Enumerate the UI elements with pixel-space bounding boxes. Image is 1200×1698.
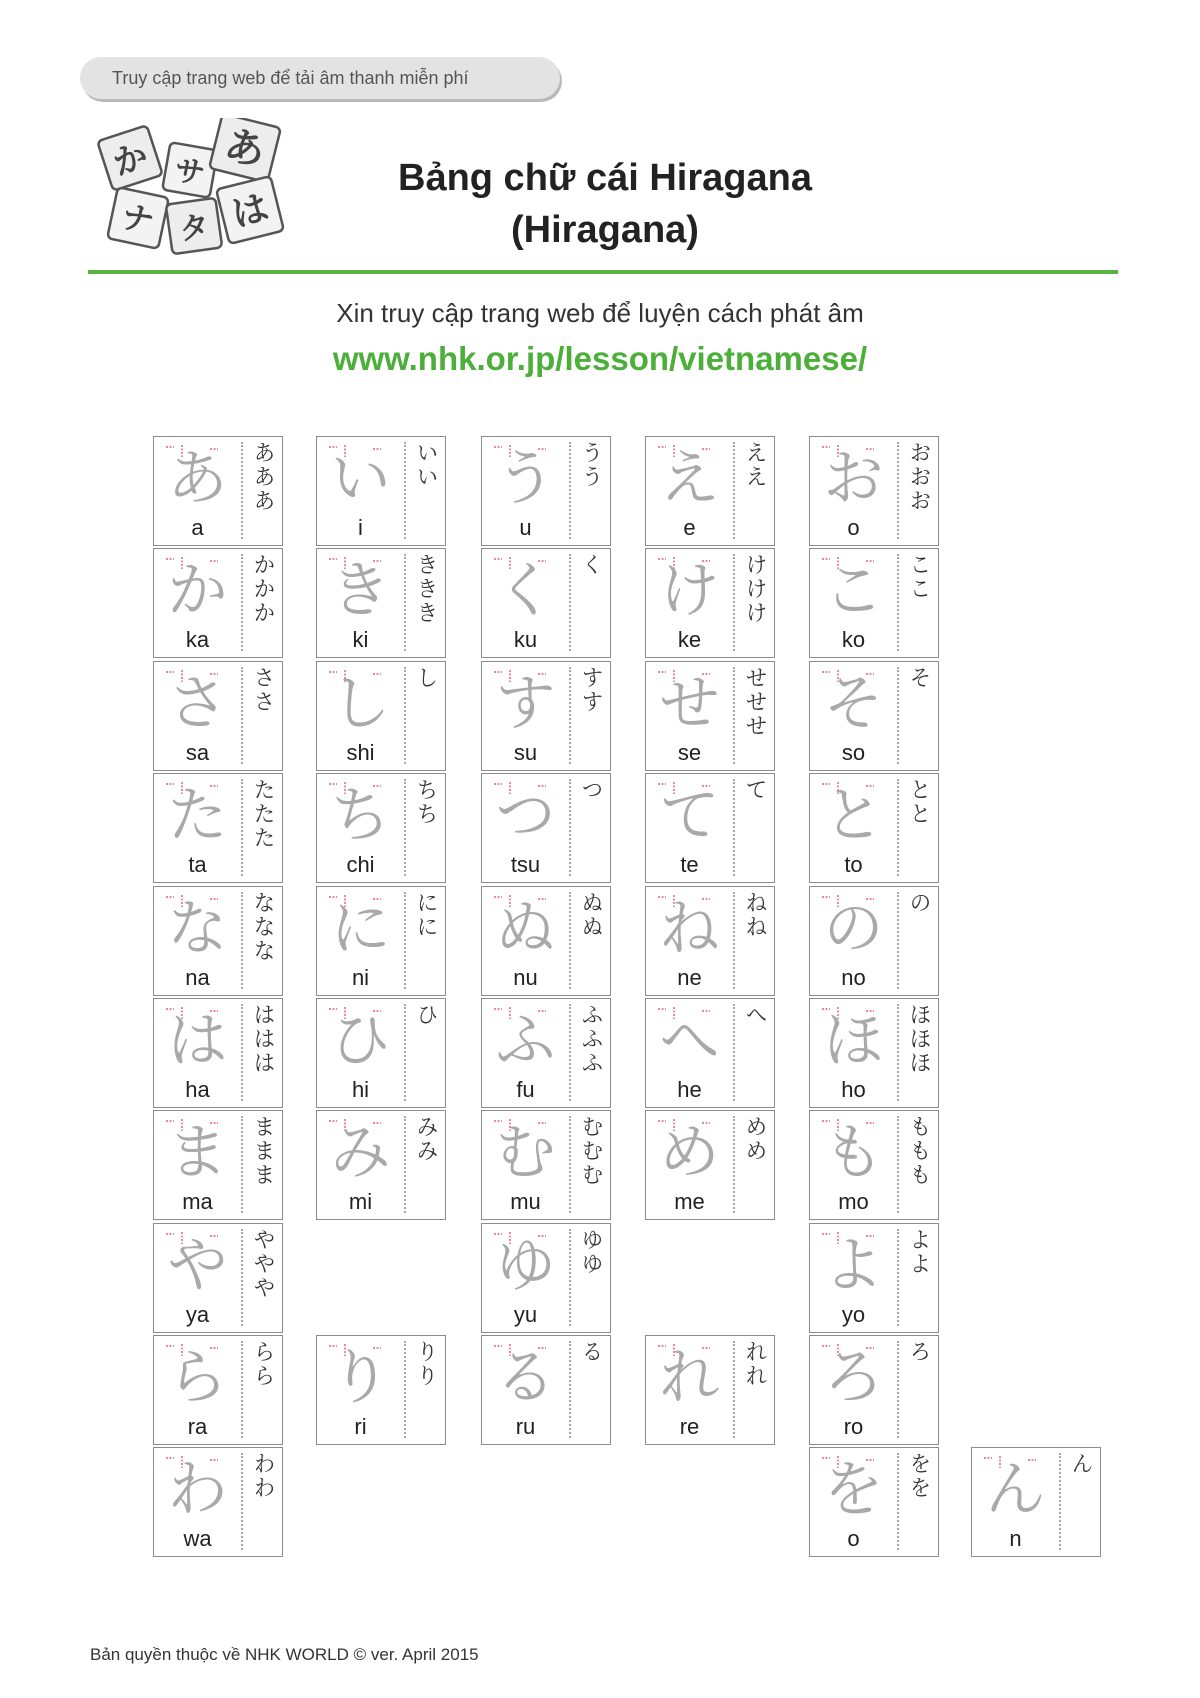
dotted-divider bbox=[733, 667, 735, 764]
kana-card bbox=[481, 998, 611, 1108]
romaji-label: ke bbox=[677, 627, 702, 652]
kana-main-area bbox=[482, 1224, 569, 1331]
romaji-label: ho bbox=[841, 1077, 866, 1102]
kana-main-area bbox=[154, 999, 241, 1106]
kana-main-area bbox=[317, 887, 404, 994]
practice-writing: そ bbox=[906, 666, 931, 690]
kana-card bbox=[316, 1335, 446, 1445]
dotted-divider bbox=[897, 554, 899, 651]
dotted-divider bbox=[569, 667, 571, 764]
romaji-label: ka bbox=[185, 627, 210, 652]
practice-writing: く bbox=[578, 553, 603, 577]
practice-writing: せせせ bbox=[742, 666, 767, 738]
kana-character: せ bbox=[659, 669, 720, 739]
kana-main-area bbox=[154, 887, 241, 994]
kana-main-area bbox=[482, 1111, 569, 1218]
dotted-divider bbox=[733, 892, 735, 989]
practice-writing: ゆゆ bbox=[578, 1228, 603, 1276]
romaji-label: chi bbox=[346, 852, 375, 877]
romaji-label: so bbox=[841, 740, 866, 765]
practice-writing: ははは bbox=[250, 1003, 275, 1075]
dotted-divider bbox=[897, 1453, 899, 1550]
kana-card bbox=[153, 773, 283, 883]
dotted-divider bbox=[404, 779, 406, 876]
kana-main-area bbox=[810, 437, 897, 544]
kana-card bbox=[481, 773, 611, 883]
dotted-divider bbox=[241, 554, 243, 651]
kana-main-area bbox=[317, 1336, 404, 1443]
romaji-label: o bbox=[847, 515, 860, 540]
kana-character: そ bbox=[823, 669, 884, 739]
logo-tile-6: は bbox=[227, 187, 273, 236]
kana-card bbox=[316, 548, 446, 658]
kana-main-area bbox=[154, 437, 241, 544]
dotted-divider bbox=[241, 779, 243, 876]
kana-card bbox=[481, 1110, 611, 1220]
kana-character: れ bbox=[659, 1343, 720, 1413]
kana-card bbox=[971, 1447, 1101, 1557]
practice-instruction: Xin truy cập trang web để luyện cách phát âm bbox=[336, 298, 864, 328]
lesson-link[interactable]: www.nhk.or.jp/lesson/vietnamese/ bbox=[332, 340, 868, 377]
logo-tile-3: あ bbox=[219, 121, 270, 177]
practice-writing: ききき bbox=[413, 553, 438, 625]
dotted-divider bbox=[404, 1341, 406, 1438]
dotted-divider bbox=[241, 1453, 243, 1550]
dotted-divider bbox=[897, 1341, 899, 1438]
practice-writing: ろ bbox=[906, 1340, 931, 1364]
dotted-divider bbox=[404, 667, 406, 764]
kana-character: か bbox=[167, 556, 228, 626]
practice-writing: あああ bbox=[250, 441, 275, 513]
kana-character: へ bbox=[659, 1006, 720, 1076]
kana-card bbox=[645, 436, 775, 546]
kana-character: ま bbox=[167, 1118, 228, 1188]
kana-character: す bbox=[495, 669, 556, 739]
practice-writing: すす bbox=[578, 666, 603, 714]
practice-writing: おおお bbox=[906, 441, 931, 513]
kana-main-area bbox=[154, 1224, 241, 1331]
practice-writing: めめ bbox=[742, 1115, 767, 1163]
kana-character: ち bbox=[330, 781, 391, 851]
logo-tile-5: タ bbox=[177, 209, 212, 248]
kana-card bbox=[153, 661, 283, 771]
kana-main-area bbox=[810, 1336, 897, 1443]
kana-character: し bbox=[330, 669, 391, 739]
kana-main-area bbox=[154, 1111, 241, 1218]
practice-writing: し bbox=[413, 666, 438, 690]
dotted-divider bbox=[241, 1229, 243, 1326]
kana-card bbox=[481, 1335, 611, 1445]
dotted-divider bbox=[897, 1116, 899, 1213]
kana-main-area bbox=[646, 1336, 733, 1443]
practice-writing: ん bbox=[1068, 1452, 1093, 1476]
dotted-divider bbox=[733, 442, 735, 539]
practice-writing: ひ bbox=[413, 1003, 438, 1027]
kana-card bbox=[481, 1223, 611, 1333]
dotted-divider bbox=[241, 1004, 243, 1101]
kana-card bbox=[153, 998, 283, 1108]
dotted-divider bbox=[241, 442, 243, 539]
kana-main-area bbox=[482, 999, 569, 1106]
practice-writing: うう bbox=[578, 441, 603, 489]
romaji-label: sa bbox=[185, 740, 210, 765]
kana-card bbox=[316, 998, 446, 1108]
dotted-divider bbox=[569, 1341, 571, 1438]
practice-writing: みみ bbox=[413, 1115, 438, 1163]
practice-writing: ここ bbox=[906, 553, 931, 601]
kana-main-area bbox=[810, 1224, 897, 1331]
kana-character: う bbox=[495, 444, 556, 514]
dotted-divider bbox=[733, 1341, 735, 1438]
kana-card bbox=[153, 1447, 283, 1557]
kana-card bbox=[481, 661, 611, 771]
kana-character: く bbox=[495, 556, 556, 626]
dotted-divider bbox=[569, 892, 571, 989]
kana-card bbox=[316, 436, 446, 546]
kana-main-area bbox=[810, 887, 897, 994]
kana-card bbox=[645, 886, 775, 996]
practice-writing: けけけ bbox=[742, 553, 767, 625]
dotted-divider bbox=[897, 1004, 899, 1101]
kana-card bbox=[153, 886, 283, 996]
romaji-label: mi bbox=[348, 1189, 373, 1214]
dotted-divider bbox=[241, 667, 243, 764]
kana-main-area bbox=[317, 774, 404, 881]
romaji-label: ru bbox=[515, 1414, 536, 1439]
logo-tile-2: サ bbox=[171, 152, 208, 193]
kana-card bbox=[809, 773, 939, 883]
kana-character: わ bbox=[167, 1455, 228, 1525]
romaji-label: ne bbox=[677, 965, 702, 990]
kana-character: さ bbox=[167, 669, 228, 739]
romaji-label: ku bbox=[513, 627, 538, 652]
kana-card bbox=[316, 661, 446, 771]
dotted-divider bbox=[897, 779, 899, 876]
kana-main-area bbox=[154, 1336, 241, 1443]
kana-character: の bbox=[823, 894, 884, 964]
romaji-label: yo bbox=[841, 1302, 866, 1327]
title-line-2: (Hiragana) bbox=[511, 209, 699, 251]
kana-main-area bbox=[646, 549, 733, 656]
practice-writing: にに bbox=[413, 891, 438, 939]
kana-card bbox=[809, 436, 939, 546]
kana-character: ふ bbox=[495, 1006, 556, 1076]
kana-character: み bbox=[330, 1118, 391, 1188]
practice-writing: かかか bbox=[250, 553, 275, 625]
dotted-divider bbox=[569, 1116, 571, 1213]
kana-card bbox=[316, 773, 446, 883]
kana-card bbox=[153, 436, 283, 546]
copyright-note: Bản quyền thuộc về NHK WORLD © ver. April 2015 bbox=[90, 1645, 479, 1664]
kana-card bbox=[316, 886, 446, 996]
dotted-divider bbox=[897, 1229, 899, 1326]
kana-tiles-logo bbox=[90, 118, 290, 258]
dotted-divider bbox=[569, 442, 571, 539]
kana-main-area bbox=[154, 774, 241, 881]
kana-card bbox=[809, 886, 939, 996]
practice-writing: よよ bbox=[906, 1228, 931, 1276]
kana-card bbox=[809, 1335, 939, 1445]
dotted-divider bbox=[733, 1116, 735, 1213]
kana-main-area bbox=[482, 774, 569, 881]
kana-card bbox=[481, 548, 611, 658]
practice-writing: れれ bbox=[742, 1340, 767, 1388]
practice-writing: ねね bbox=[742, 891, 767, 939]
romaji-label: tsu bbox=[510, 852, 541, 877]
practice-writing: ふふふ bbox=[578, 1003, 603, 1075]
kana-character: ろ bbox=[823, 1343, 884, 1413]
practice-writing: ええ bbox=[742, 441, 767, 489]
romaji-label: hi bbox=[351, 1077, 370, 1102]
kana-character: む bbox=[495, 1118, 556, 1188]
kana-card bbox=[153, 1110, 283, 1220]
kana-main-area bbox=[972, 1448, 1059, 1555]
kana-main-area bbox=[646, 437, 733, 544]
kana-card bbox=[645, 998, 775, 1108]
kana-character: え bbox=[659, 444, 720, 514]
dotted-divider bbox=[1059, 1453, 1061, 1550]
kana-card bbox=[153, 1223, 283, 1333]
logo-tile-1: か bbox=[108, 135, 153, 185]
dotted-divider bbox=[569, 1229, 571, 1326]
romaji-label: nu bbox=[513, 965, 538, 990]
dotted-divider bbox=[404, 554, 406, 651]
kana-character: ら bbox=[167, 1343, 228, 1413]
kana-card bbox=[809, 998, 939, 1108]
kana-character: あ bbox=[167, 444, 228, 514]
romaji-label: yu bbox=[513, 1302, 538, 1327]
kana-character: ん bbox=[985, 1455, 1046, 1525]
kana-character: た bbox=[167, 781, 228, 851]
dotted-divider bbox=[241, 1341, 243, 1438]
romaji-label: me bbox=[674, 1189, 705, 1214]
kana-character: と bbox=[823, 781, 884, 851]
kana-card bbox=[809, 1447, 939, 1557]
kana-card bbox=[153, 1335, 283, 1445]
kana-card bbox=[153, 548, 283, 658]
romaji-label: te bbox=[680, 852, 699, 877]
title-divider bbox=[88, 270, 1118, 274]
dotted-divider bbox=[897, 667, 899, 764]
practice-writing: へ bbox=[742, 1003, 767, 1027]
romaji-label: u bbox=[519, 515, 532, 540]
kana-character: は bbox=[167, 1006, 228, 1076]
romaji-label: na bbox=[185, 965, 210, 990]
practice-writing: いい bbox=[413, 441, 438, 489]
dotted-divider bbox=[241, 1116, 243, 1213]
kana-card bbox=[645, 1335, 775, 1445]
romaji-label: no bbox=[841, 965, 866, 990]
practice-writing: て bbox=[742, 778, 767, 802]
kana-character: よ bbox=[823, 1231, 884, 1301]
kana-character: て bbox=[659, 781, 720, 851]
kana-main-area bbox=[646, 662, 733, 769]
romaji-label: fu bbox=[516, 1077, 535, 1102]
kana-main-area bbox=[154, 662, 241, 769]
kana-character: め bbox=[659, 1118, 720, 1188]
romaji-label: e bbox=[683, 515, 696, 540]
logo-tile-4: ナ bbox=[118, 197, 158, 241]
dotted-divider bbox=[733, 779, 735, 876]
kana-card bbox=[645, 1110, 775, 1220]
kana-main-area bbox=[810, 774, 897, 881]
dotted-divider bbox=[404, 892, 406, 989]
practice-writing: ななな bbox=[250, 891, 275, 963]
kana-character: や bbox=[167, 1231, 228, 1301]
kana-main-area bbox=[646, 774, 733, 881]
kana-card bbox=[809, 1110, 939, 1220]
kana-character: り bbox=[330, 1343, 391, 1413]
romaji-label: he bbox=[677, 1077, 702, 1102]
practice-writing: むむむ bbox=[578, 1115, 603, 1187]
kana-character: い bbox=[330, 444, 391, 514]
kana-character: き bbox=[330, 556, 391, 626]
kana-main-area bbox=[810, 549, 897, 656]
kana-main-area bbox=[154, 549, 241, 656]
practice-writing: る bbox=[578, 1340, 603, 1364]
romaji-label: se bbox=[677, 740, 702, 765]
kana-main-area bbox=[482, 887, 569, 994]
practice-writing: ややや bbox=[250, 1228, 275, 1300]
practice-writing: らら bbox=[250, 1340, 275, 1388]
romaji-label: ro bbox=[843, 1414, 864, 1439]
kana-main-area bbox=[482, 662, 569, 769]
romaji-label: ki bbox=[352, 627, 369, 652]
romaji-label: ko bbox=[841, 627, 866, 652]
practice-writing: ぬぬ bbox=[578, 891, 603, 939]
practice-writing: りり bbox=[413, 1340, 438, 1388]
practice-writing: ままま bbox=[250, 1115, 275, 1187]
practice-writing: をを bbox=[906, 1452, 931, 1500]
kana-character: ね bbox=[659, 894, 720, 964]
kana-character: こ bbox=[823, 556, 884, 626]
kana-character: お bbox=[823, 444, 884, 514]
kana-main-area bbox=[810, 1448, 897, 1555]
dotted-divider bbox=[569, 779, 571, 876]
kana-card bbox=[809, 548, 939, 658]
dotted-divider bbox=[404, 442, 406, 539]
kana-main-area bbox=[482, 1336, 569, 1443]
kana-card bbox=[809, 661, 939, 771]
practice-writing: ささ bbox=[250, 666, 275, 714]
romaji-label: ta bbox=[188, 852, 207, 877]
practice-writing: とと bbox=[906, 778, 931, 826]
kana-character: る bbox=[495, 1343, 556, 1413]
romaji-label: ya bbox=[185, 1302, 210, 1327]
kana-card bbox=[645, 548, 775, 658]
practice-writing: ほほほ bbox=[906, 1003, 931, 1075]
kana-card bbox=[645, 661, 775, 771]
romaji-label: a bbox=[191, 515, 204, 540]
romaji-label: mu bbox=[510, 1189, 541, 1214]
kana-card bbox=[809, 1223, 939, 1333]
kana-main-area bbox=[482, 549, 569, 656]
romaji-label: shi bbox=[346, 740, 375, 765]
kana-main-area bbox=[482, 437, 569, 544]
kana-main-area bbox=[646, 1111, 733, 1218]
dotted-divider bbox=[241, 892, 243, 989]
romaji-label: ni bbox=[351, 965, 370, 990]
kana-character: け bbox=[659, 556, 720, 626]
kana-character: ほ bbox=[823, 1006, 884, 1076]
kana-character: も bbox=[823, 1118, 884, 1188]
kana-main-area bbox=[317, 437, 404, 544]
kana-main-area bbox=[646, 887, 733, 994]
romaji-label: i bbox=[358, 515, 363, 540]
practice-writing: わわ bbox=[250, 1452, 275, 1500]
romaji-label: n bbox=[1009, 1526, 1022, 1551]
romaji-label: re bbox=[679, 1414, 700, 1439]
kana-character: に bbox=[330, 894, 391, 964]
kana-character: な bbox=[167, 894, 228, 964]
kana-card bbox=[316, 1110, 446, 1220]
romaji-label: su bbox=[513, 740, 538, 765]
romaji-label: to bbox=[844, 852, 863, 877]
romaji-label: mo bbox=[838, 1189, 869, 1214]
dotted-divider bbox=[569, 554, 571, 651]
practice-writing: ちち bbox=[413, 778, 438, 826]
romaji-label: o bbox=[847, 1526, 860, 1551]
practice-writing: つ bbox=[578, 778, 603, 802]
romaji-label: ha bbox=[185, 1077, 210, 1102]
kana-character: を bbox=[823, 1455, 884, 1525]
download-audio-banner[interactable]: Truy cập trang web để tải âm thanh miễn phí bbox=[80, 57, 560, 99]
practice-writing: の bbox=[906, 891, 931, 915]
practice-writing: たたた bbox=[250, 778, 275, 850]
romaji-label: ra bbox=[187, 1414, 208, 1439]
dotted-divider bbox=[733, 1004, 735, 1101]
romaji-label: ma bbox=[182, 1189, 213, 1214]
practice-writing: ももも bbox=[906, 1115, 931, 1187]
kana-character: ぬ bbox=[495, 894, 556, 964]
kana-character: つ bbox=[495, 781, 556, 851]
kana-main-area bbox=[810, 1111, 897, 1218]
kana-main-area bbox=[317, 1111, 404, 1218]
kana-main-area bbox=[810, 662, 897, 769]
kana-main-area bbox=[317, 662, 404, 769]
kana-main-area bbox=[810, 999, 897, 1106]
kana-card bbox=[645, 773, 775, 883]
kana-character: ゆ bbox=[495, 1231, 556, 1301]
romaji-label: ri bbox=[354, 1414, 367, 1439]
dotted-divider bbox=[897, 892, 899, 989]
page-title bbox=[300, 152, 910, 256]
dotted-divider bbox=[404, 1116, 406, 1213]
title-line-1: Bảng chữ cái Hiragana bbox=[398, 157, 812, 199]
dotted-divider bbox=[897, 442, 899, 539]
dotted-divider bbox=[404, 1004, 406, 1101]
kana-character: ひ bbox=[330, 1006, 391, 1076]
kana-main-area bbox=[646, 999, 733, 1106]
dotted-divider bbox=[569, 1004, 571, 1101]
romaji-label: wa bbox=[183, 1526, 212, 1551]
dotted-divider bbox=[733, 554, 735, 651]
kana-card bbox=[481, 886, 611, 996]
kana-main-area bbox=[317, 549, 404, 656]
kana-card bbox=[481, 436, 611, 546]
kana-main-area bbox=[317, 999, 404, 1106]
kana-main-area bbox=[154, 1448, 241, 1555]
